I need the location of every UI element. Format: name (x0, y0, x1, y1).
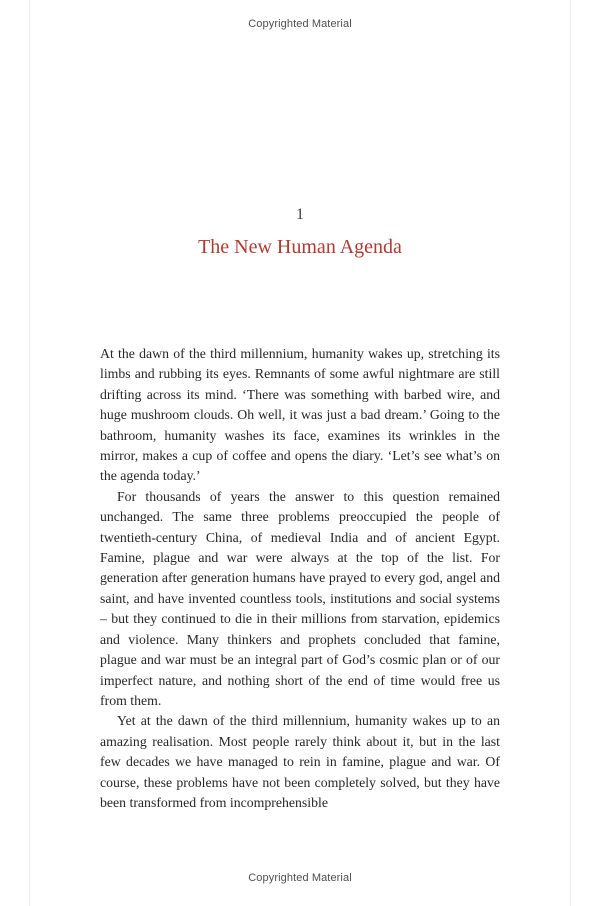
body-text (100, 344, 500, 813)
copyright-notice-bottom: Copyrighted Material (248, 872, 352, 884)
chapter-number: 1 (296, 206, 304, 223)
page-edge-right-line (570, 0, 571, 906)
copyright-notice-top: Copyrighted Material (248, 18, 352, 30)
chapter-title: The New Human Agenda (198, 236, 402, 258)
paragraph: For thousands of years the answer to this question remained unchanged. The same three problems preoccupied the people of twentieth-century China, of medieval India and of ancient Egypt. Famine, plague and war were always at the top of the list. For generation after generation humans have prayed to every god, angel and saint, and have invented countless tools, institutions and social systems – but they continued to die in their millions from starvation, epidemics and violence. Many thinkers and prophets concluded that famine, plague and war must be an integral part of God’s cosmic plan or of our imperfect nature, and nothing short of the end of time would free us from them. (100, 488, 500, 708)
paragraph: At the dawn of the third millennium, humanity wakes up, stretching its limbs and rubbing its eyes. Remnants of some awful nightmare are still drifting across its mind. ‘There was something with barbed wire, and huge mushroom clouds. Oh well, it was just a bad dream.’ Going to the bathroom, humanity washes its face, examines its wrinkles in the mirror, makes a cup of coffee and opens the diary. ‘Let’s see what’s on the agenda today.’ (100, 346, 500, 484)
paragraph: Yet at the dawn of the third millennium, humanity wakes up to an amazing realisation. Most people rarely think about it, but in the last few decades we have managed to rein in famine, plague and war. Of course, these problems have not been completely solved, but they have been transformed from incomprehensible (100, 713, 500, 810)
page-edge-left-line (29, 0, 30, 906)
